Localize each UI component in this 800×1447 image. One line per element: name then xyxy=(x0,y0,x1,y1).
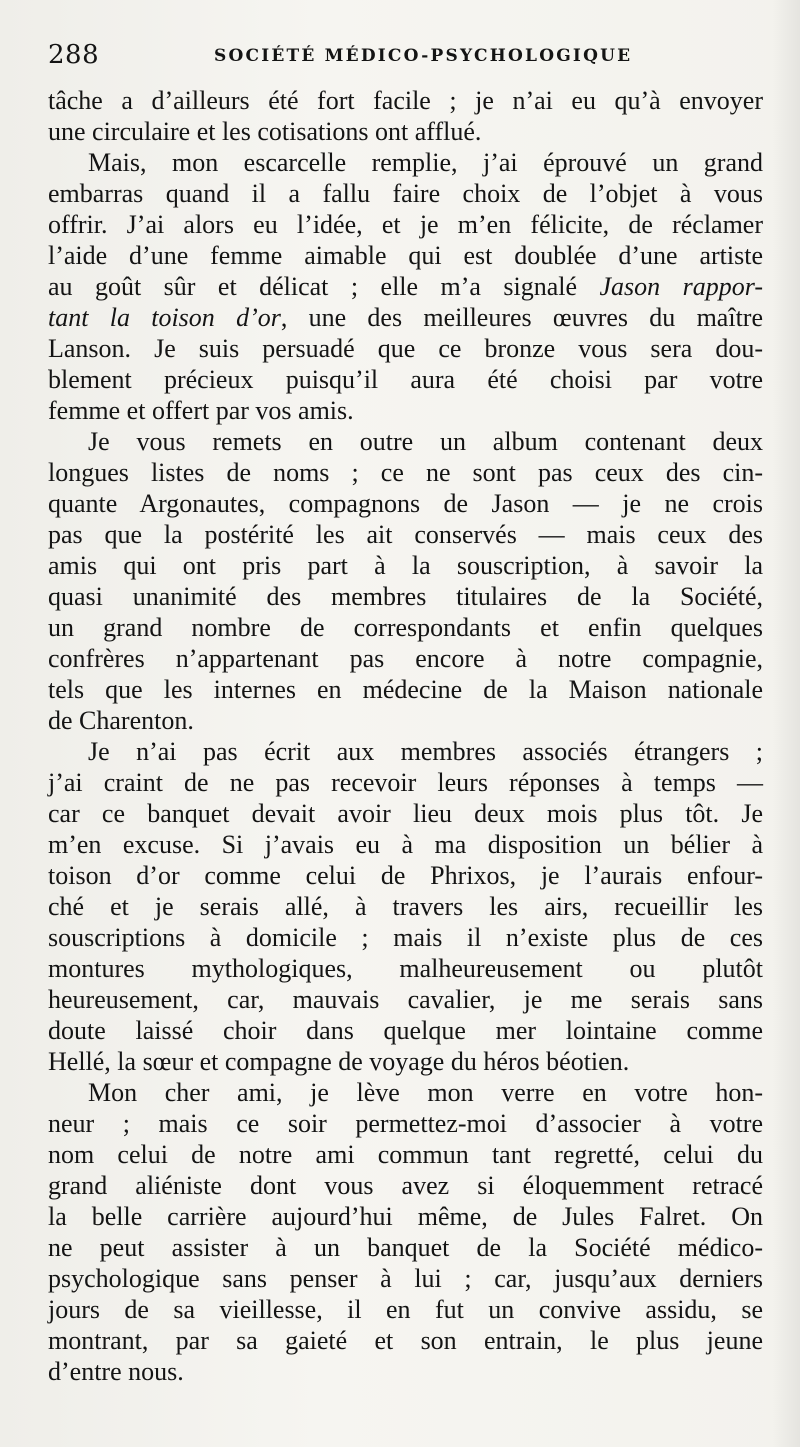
text-line: confrères n’appartenant pas encore à notre compagnie, xyxy=(48,644,763,673)
body-text xyxy=(48,85,763,1387)
text-line: tels que les internes en médecine de la Maison nationale xyxy=(48,675,763,704)
italic-title-fragment: tant la toison d’or xyxy=(48,303,281,332)
text-line: la belle carrière aujourd’hui même, de Jules Falret. On xyxy=(48,1202,763,1231)
text-line: d’entre nous. xyxy=(48,1357,184,1386)
text-line: l’aide d’une femme aimable qui est doublée d’une artiste xyxy=(48,241,763,270)
text-line: heureusement, car, mauvais cavalier, je me serais sans xyxy=(48,985,763,1014)
text-line: j’ai craint de ne pas recevoir leurs réponses à temps — xyxy=(48,768,763,797)
text-line: tâche a d’ailleurs été fort facile ; je n’ai eu qu’à envoyer xyxy=(48,86,763,115)
text-line: ché et je serais allé, à travers les airs, recueillir les xyxy=(48,892,763,921)
text-line xyxy=(48,302,763,333)
text-line: amis qui ont pris part à la souscription, à savoir la xyxy=(48,551,763,580)
text-line: toison d’or comme celui de Phrixos, je l’aurais enfour- xyxy=(48,861,763,890)
text-line: blement précieux puisqu’il aura été choisi par votre xyxy=(48,365,763,394)
text-fragment: au goût sûr et délicat ; elle m’a signalé xyxy=(48,272,578,301)
text-line: Je n’ai pas écrit aux membres associés étrangers ; xyxy=(88,737,763,766)
text-line: pas que la postérité les ait conservés — mais ceux des xyxy=(48,520,763,549)
text-line: Hellé, la sœur et compagne de voyage du héros béotien. xyxy=(48,1047,630,1076)
text-line: offrir. J’ai alors eu l’idée, et je m’en félicite, de réclamer xyxy=(48,210,763,239)
text-line: nom celui de notre ami commun tant regretté, celui du xyxy=(48,1140,763,1169)
text-line: embarras quand il a fallu faire choix de l’objet à vous xyxy=(48,179,763,208)
text-line: un grand nombre de correspondants et enfin quelques xyxy=(48,613,763,642)
text-line: Mon cher ami, je lève mon verre en votre hon- xyxy=(88,1078,763,1107)
text-line: Je vous remets en outre un album contenant deux xyxy=(88,427,763,456)
running-head: SOCIÉTÉ MÉDICO-PSYCHOLOGIQUE xyxy=(214,46,633,66)
text-fragment: , une des meilleures œuvres du maître xyxy=(280,303,763,332)
text-line: Lanson. Je suis persuadé que ce bronze vous sera dou- xyxy=(48,334,763,363)
text-line: quasi unanimité des membres titulaires de la Société, xyxy=(48,582,763,611)
text-line: femme et offert par vos amis. xyxy=(48,396,354,425)
text-line: ne peut assister à un banquet de la Société médico- xyxy=(48,1233,763,1262)
page-edge-shadow xyxy=(772,0,800,1447)
text-line xyxy=(48,271,763,302)
italic-title-fragment: Jason rappor- xyxy=(599,272,763,301)
text-line: doute laissé choir dans quelque mer lointaine comme xyxy=(48,1016,763,1045)
text-line: Mais, mon escarcelle remplie, j’ai éprouvé un grand xyxy=(88,148,763,177)
page-header xyxy=(48,36,760,76)
text-line: une circulaire et les cotisations ont afflué. xyxy=(48,117,482,146)
text-line: souscriptions à domicile ; mais il n’existe plus de ces xyxy=(48,923,763,952)
text-line: car ce banquet devait avoir lieu deux mois plus tôt. Je xyxy=(48,799,763,828)
text-line: jours de sa vieillesse, il en fut un convive assidu, se xyxy=(48,1295,763,1324)
text-line: montures mythologiques, malheureusement ou plutôt xyxy=(48,954,763,983)
text-line: longues listes de noms ; ce ne sont pas ceux des cin- xyxy=(48,458,763,487)
text-line: grand aliéniste dont vous avez si éloquemment retracé xyxy=(48,1171,763,1200)
text-line: psychologique sans penser à lui ; car, jusqu’aux derniers xyxy=(48,1264,763,1293)
text-line: montrant, par sa gaieté et son entrain, le plus jeune xyxy=(48,1326,763,1355)
text-line: de Charenton. xyxy=(48,706,194,735)
text-line: neur ; mais ce soir permettez-moi d’associer à votre xyxy=(48,1109,763,1138)
page-number: 288 xyxy=(48,40,100,70)
text-line: quante Argonautes, compagnons de Jason — je ne crois xyxy=(48,489,763,518)
text-line: m’en excuse. Si j’avais eu à ma disposition un bélier à xyxy=(48,830,763,859)
